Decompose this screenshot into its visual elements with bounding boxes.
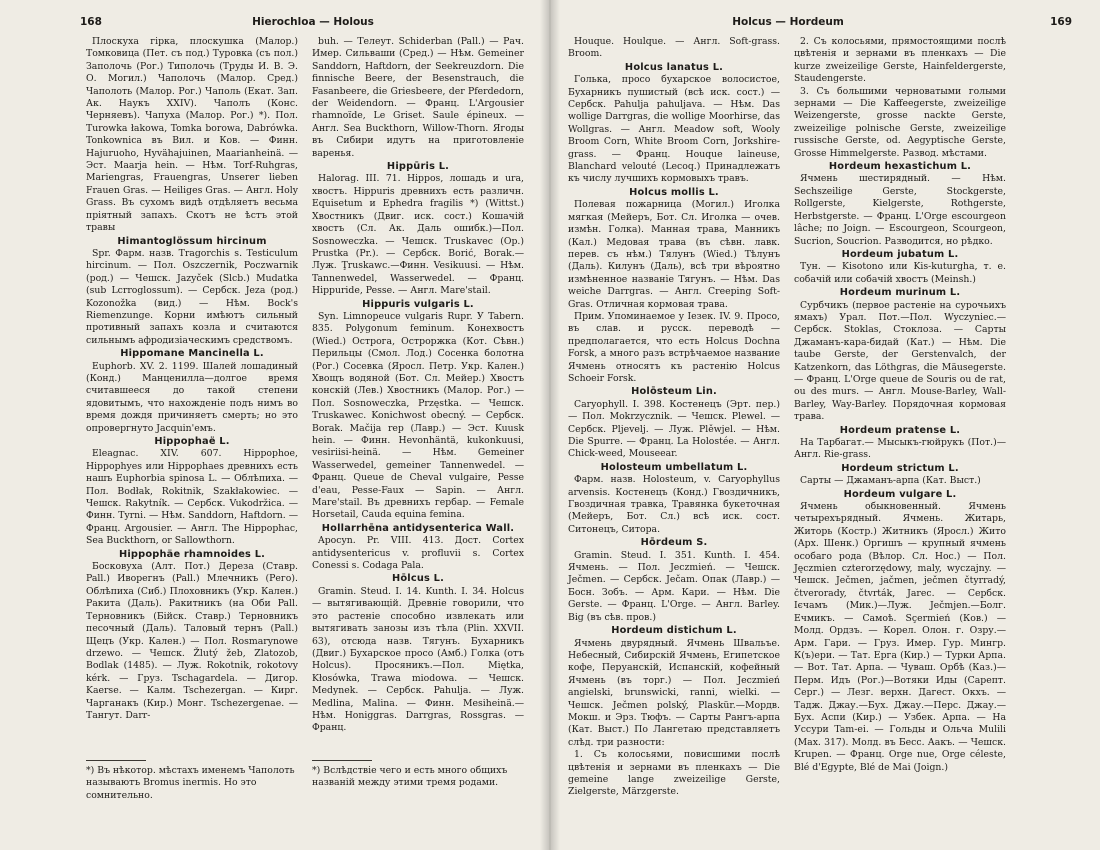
page-number-left: 168 bbox=[80, 16, 102, 28]
right-column-1 bbox=[568, 36, 780, 799]
entry-text: Euphorb. XV. 2. 1199. Шалей лошадиный (Конд.) Манценилла—долгое время считавшееся до такой степени ядовитымъ, что нахожденіе подъ нимъ во время дождя причиняетъ смерть; но это опровергнуто Jacquin'емъ. bbox=[86, 360, 298, 434]
entry-headword: Holcus mollis L. bbox=[629, 186, 719, 198]
entry-text: Gramin. Steud. I. 14. Kunth. I. 34. Holcus — вытягивающій. Древніе говорили, что это растеніе способно извлекать или вытягивать занозы изъ тѣла (Plin. XXVII. 63), отсюда назв. Тягунъ. Бухарникъ (Двиг.) Бухарское просо (Амб.) Голка (отъ Holcus). Просяникъ.—Пол. Miętka, Kłosówka, Trawa miodowa. — Чешск. Medynek. — Сербск. Pahulja. — Луж. Medlina, Malina. — Финн. Mesiheinä.—Нѣм. Honiggras. Darrgras, Rossgras. — Франц. bbox=[312, 585, 524, 734]
left-column-2 bbox=[312, 36, 524, 735]
entry-headword: Hollarrhēna antidysenterica Wall. bbox=[321, 522, 515, 534]
page-number-right: 169 bbox=[1050, 16, 1072, 28]
entry-text: Босковуха (Алт. Пот.) Дереза (Ставр. Pall.) Иворегнъ (Pall.) Млечникъ (Рего). Облѣпиха (Сиб.) Плоховникъ (Укр. Кален.) Ракита (Даль). Ракитникъ (на Оби Pall. Терновникъ (Бійск. Ставр.) Терновникъ песочный (Даль). Таловый тернъ (Pall.) Щецъ (Укр. Кален.) — Пол. Rosmarynowe drzewo. — Чешск. Žlutý žeb, Zlatozob, Bodlak (1485). — Луж. Rokotnik, rokotovy kérk. — Груз. Tschagardela. — Дигор. Kaerse. — Калм. Tschezergan. — Кирг. Чарганакъ (Кир.) Монг. Tschezergenae. — Тангут. Darr- bbox=[86, 561, 298, 721]
book-gutter bbox=[540, 0, 560, 850]
footnote-rule bbox=[86, 760, 146, 761]
entry-headword: Holcus lanatus L. bbox=[624, 61, 724, 73]
entry-text: Фарм. назв. Holosteum, v. Caryophyllus arvensis. Костенецъ (Конд.) Гвоздичникъ, Гвоздичная травка, Травянка букеточная (Мейеръ, Бот. Сл.) всѣ иск. сост. Ситонецъ, Ситора. bbox=[568, 474, 780, 535]
entry-headword: Hōrdeum S. bbox=[640, 537, 708, 549]
footnote-text: *) Вслѣдствіе чего и есть много общихъ названій между этими тремя родами. bbox=[312, 765, 508, 789]
entry-headword: Hordeum vulgare L. bbox=[843, 488, 957, 500]
entry-headword: Hippuris vulgaris L. bbox=[362, 298, 474, 310]
entry-headword: Hippophäe rhamnoides L. bbox=[118, 548, 266, 560]
entry-text: 3. Съ большими черноватыми голыми зернами — Die Kaffeegerste, zweizeilige Weizengerste, grosse nackte Gerste, zweizeilige polnische Gerste, zweizeilige russische Gerste, od. Aegyptische Gerste, Grosse Himmelgerste. Развод. мѣстами. bbox=[794, 85, 1006, 159]
entry-headword: Holōsteum Lin. bbox=[631, 386, 717, 398]
entry-text: Apocyn. Pr. VIII. 413. Дост. Cortex antidysentericus v. profluvii s. Cortex Conessi s. Codaga Pala. bbox=[312, 535, 524, 572]
running-title-left: Hierochloa — Holous bbox=[252, 16, 374, 28]
entry-text: Syn. Limnopeuce vulgaris Rupr. У Tabern. 835. Polygonum feminum. Конехвостъ (Wied.) Острога, Остроржка (Кот. Сѣвн.) Перильцы (Смол. Лод.) Сосенка болотна (Рог.) Сосевка (Яросл. Петр. Укр. Кален.) Хвощъ водяной (Бот. Сл. Мейер.) Хвостъ конскій (Лев.) Хвостникъ (Малор. Рог.) — Пол. Sosnoweczka, Przęstka. — Чешск. Truskawec. Konichwost obecný. — Сербск. Borak. Mačija rep (Лавр.) — Эст. Kuusk hein. — Финн. Hevonhäntä, kukonkuusi, vesiriisi-heinä. — Нѣм. Gemeiner Wasserwedel, gemeiner Tannenwedel. — Франц. Queue de Cheval vulgaire, Pesse d'eau, Pesse-Faux — Sapin. — Англ. Mare'stail. Въ древнихъ гербар. — Female Horsetail, Cauda equina femina. bbox=[312, 310, 524, 521]
entry-text: Плоскуха гірка, плоскушка (Малор.) Томковица (Пет. съ под.) Туровка (съ пол.) Заполочь (Рог.) Типолочь (Труды И. В. Э. О. Могил.) Чаполочь (Малор. Сред.) Чаполоть (Малор. Рог.) Чаполь (Екат. Зап. Ак. Наукъ XXIV). Чаполъ (Конс. Черняевъ). Чапуха (Малор. Рог.) *). Пол. Turowka łakowa, Tomka borowa, Dabrówka. Tonkownica въ Вил. и Ков. — Финн. Hajuruoho, Hyvähajuinen, Maarianheinä. — Эст. Maarja hein. — Нѣм. Torf-Ruhgras, Mariengras, Frauengras, Unserer lieben Frauen Gras. — Heiliges Gras. — Англ. Holy Grass. Въ сухомъ видѣ отдѣляетъ весьма пріятный запахъ. Скотъ не ѣстъ этой травы bbox=[86, 36, 298, 234]
entry-text: На Тарбагат.— Мысыкъ-гюйрукъ (Пот.)—Англ. Rie-grass. bbox=[794, 437, 1006, 461]
running-head-left bbox=[80, 14, 540, 36]
left-column-1 bbox=[86, 36, 298, 735]
entry-text: Сарты — Джаманъ-арпа (Кат. Выст.) bbox=[800, 475, 981, 487]
entry-text: Eleagnac. XIV. 607. Hippophoe, Hippophyes или Hippophaes древнихъ есть нашъ Euphorbia spinosa L. — Облѣпиха. — Пол. Bodłak, Rokitnik, Szakłakowiec. — Чешск. Rakytník. — Сербск. Vukodržica. — Финн. Tyrni. — Нѣм. Sanddorn, Haftdorn. — Франц. Argousier. — Англ. The Hippophac, Sea Buckthorn, or Sallowthorn. bbox=[86, 448, 298, 547]
entry-text: Ячмень двурядный. Ячмень Швальъе. Небесный, Сибирскій Ячмень, Египетское кофе, Перуанскій, Испанскій, кофейный Ячмень (въ торг.) — Пол. Jeczmień angielski, brunswicki, ranni, wielki. — Чешск. Ječmen polský, Plaskür.—Мордв. Мокш. и Эрз. Тюфъ. — Сарты Рангъ-арпа (Кат. Выст.) По Лангетаю представляетъ слѣд. три разности: bbox=[568, 637, 780, 748]
entry-text: Gramin. Steud. I. 351. Kunth. I. 454. Ячмень. — Пол. Jeczmień. — Чешск. Ječmen. — Сербск. Ječam. Опак (Лавр.) — Босн. Зобъ. — Арм. Кари. — Нѣм. Die Gerste. — Франц. L'Orge. — Англ. Barley. Big (въ сѣв. пров.) bbox=[568, 549, 780, 623]
entry-text: Spr. Фарм. назв. Tragorchis s. Testiculum hircinum. — Пол. Oszczernik, Poczwarnik (род.) — Чешск. Jazyček (Slcb.) Mudatka (sub Lcrroglossum). — Сербск. Jeza (род.) Kozonožka (вид.) — Нѣм. Bock's Riemenzunge. Корни имѣютъ сильный противный запахъ козла и считаются сильнымъ афродизіаческимъ средствомъ. bbox=[86, 247, 298, 346]
entry-headword: Hordeum hexastichum L. bbox=[828, 161, 972, 173]
right-column-2 bbox=[794, 36, 1006, 799]
entry-text: Ячмень обыкновенный. Ячмень четырехърядный. Ячмень. Житарь, Житорь (Костр.) Житникъ (Яросл.) Жито (Арх. Шенк.) Оргишъ — крупный ячмень особаго рода (Вѣлор. Сл. Нос.) — Пол. Jęczmien czterorzędowy, maly, wyczajny. — Чешск. Ječmen, jačmen, ječmen čtyrradý, čtverorady, čtvrták, Jarec. — Сербск. Ієчамъ (Мик.)—Луж. Ječmjen.—Болг. Ечмикъ. — Самоѣ. Sçermień (Ков.) — Молд. Ордзъ. — Корел. Олон. г. Озру.—Арм. Гари. — Груз. Имер. Гур. Мингр. К(ъ)ери. — Тат. Ерга (Кир.) — Турки Арпа. — Вот. Тат. Арпа. — Чуваш. Орбѣ (Каз.)—Перм. Идъ (Рог.)—Вотяки Иды (Сарепт. Серг.) — Лезг. верхн. Дагест. Окхъ. — Тадж. Джау.—Бух. Джау.—Перс. Джау.—Бух. Аспи (Кир.) — Узбек. Арпа. — На Уссури Tam-ei. — Гольды и Ольча Mulili (Max. 317). Молд. въ Бесс. Аакъ. — Чешск. Krupen. — Франц. Orge nue, Orge céleste, Blé d'Egypte, Blé de Mai (Joign.) bbox=[794, 501, 1006, 773]
entry-headword: Hordeum murinum L. bbox=[839, 287, 961, 299]
entry-headword: Hippūris L. bbox=[386, 161, 450, 173]
entry-headword: Hordeum jubatum L. bbox=[841, 248, 959, 260]
footnote-rule bbox=[312, 760, 372, 761]
right-page bbox=[550, 0, 1100, 850]
entry-headword: Hōlcus L. bbox=[391, 573, 445, 585]
entry-headword: Hordeum strictum L. bbox=[841, 462, 959, 474]
entry-text: Houque. Houlque. — Англ. Soft-grass. Broom. bbox=[568, 36, 780, 60]
running-title-right: Holcus — Hordeum bbox=[732, 16, 844, 28]
footnote bbox=[86, 760, 298, 802]
entry-text: buh. — Телеут. Schiderban (Pall.) — Рач. Имер. Сильваши (Сред.) — Нѣм. Gemeiner Sanddorn, Haftdorn, der Seekreuzdorn. Die finnische Beere, der Besenstrauch, die Fasanbeere, die Griesbeere, der Pferdedorn, der Weidendorn. — Франц. L'Argousier rhamnoïde, Le Griset. Saule épineux. — Англ. Sea Buckthorn, Willow-Thorn. Ягоды въ Сибири идутъ на приготовленіе варенья. bbox=[312, 36, 524, 159]
footnote-text: *) Въ нѣкотор. мѣстахъ именемъ Чаполоть называютъ Bromus inermis. Но это сомнительно. bbox=[86, 765, 295, 801]
entry-text: Тун. — Kisotono или Kis-kuturgha, т. е. собачій или собачій хвостъ (Meinsh.) bbox=[794, 261, 1006, 285]
entry-text: Голька, просо бухарское волосистое, Бухарникъ пушистый (всѣ иск. сост.) — Сербск. Pahulja pahuljava. — Нѣм. Das wollige Darrgras, die wollige Moorhirse, das Wollgras. — Англ. Meadow soft, Wooly Broom Corn, White Broom Corn, Jorkshire-grass. — Франц. Houque laineuse, Blanchard velouté (Lecoq.) Принадлежатъ къ числу лучшихъ кормовыхъ травъ. bbox=[568, 74, 780, 185]
footnote bbox=[312, 760, 524, 802]
running-head-right bbox=[568, 14, 1072, 36]
entry-headword: Hordeum pratense L. bbox=[839, 424, 961, 436]
entry-text: Ячмень шестирядный. — Нѣм. Sechszeilige Gerste, Stockgerste, Rollgerste, Kielgerste, Rothgerste, Herbstgerste. — Франц. L'Orge escourgeon lâche; по Joign. — Escourgeon, Scourgeon, Sucrion, Soucrion. Разводится, но рѣдко. bbox=[794, 173, 1006, 247]
entry-text: Сурбчикъ (первое растеніе на сурочьихъ ямахъ) Урал. Пот.—Пол. Wyczyniec.—Сербск. Stoklas, Стоклоза. — Сарты Джаманъ-кара-бидай (Кат.) — Нѣм. Die taube Gerste, der Gerstenvalch, der Katzenkorn, das Löthgras, die Mäusegerste. — Франц. L'Orge queue de Souris ou de rat, ou des murs. — Англ. Mouse-Barley, Wall-Barley, Way-Barley. Порядочная кормовая трава. bbox=[794, 299, 1006, 423]
entry-text: Halorag. III. 71. Hippos, лошадь и ura, хвостъ. Hippuris древнихъ есть различн. Equisetum и Ephedra fragilis *) (Wittst.) Хвостникъ (Двиг. иск. сост.) Кошачій хвостъ (Сл. Ак. Даль ошибк.)—Пол. Sosnoweczka. — Чешск. Truskavec (Op.) Prustka (Pr.). — Сербск. Borić, Borak.—Луж. Ţruskawc.—Финн. Vesikuusi. — Нѣм. Tannenwedel, Wasserwedel. — Франц. Hippuride, Pesse. — Англ. Mare'stail. bbox=[312, 173, 524, 297]
entry-text: 1. Съ колосьями, повисшими послѣ цвѣтенія и зернами въ пленкахъ — Die gemeine lange zweizeilige Gerste, Zielgerste, Märzgerste. bbox=[568, 749, 780, 798]
entry-text: Caryophyll. I. 398. Костенецъ (Эрт. пер.) — Пол. Mokrzycznik. — Чешск. Plewel. — Сербск. Pljevelj. — Луж. Plěwjel. — Нѣм. Die Spurre. — Франц. La Holostée. — Англ. Chick-weed, Mouseear. bbox=[568, 398, 780, 460]
entry-headword: Holosteum umbellatum L. bbox=[600, 461, 748, 473]
entry-headword: Hordeum distichum L. bbox=[611, 625, 737, 637]
footnotes-left bbox=[86, 760, 540, 802]
entry-headword: Himantoglössum hircinum bbox=[117, 235, 267, 247]
entry-headword: Hippomane Mancinella L. bbox=[120, 348, 264, 360]
entry-text: Прим. Упоминаемое у Iезек. IV. 9. Просо, въ слав. и русск. переводѣ — предполагается, что есть Holcus Dochna Forsk, а много разъ встрѣчаемое название Ячмень относятъ къ растенію Holcus Schoeir Forsk. bbox=[568, 310, 780, 384]
entry-text: 2. Съ колосьями, прямостоящими послѣ цвѣтенія и зернами въ пленкахъ — Die kurze zweizeilige Gerste, Hainfeldergerste, Staudengerste. bbox=[794, 36, 1006, 85]
entry-headword: Hippophaë L. bbox=[154, 436, 230, 447]
entry-text: Полевая пожарница (Могил.) Иголка мягкая (Мейеръ, Бот. Сл. Иголка — очев. измѣн. Голка). Манная трава, Манникъ (Кал.) Медовая трава (въ сѣвн. лавк. перев. съ нѣм.) Тялунъ (Wied.) Тѣлунъ (Даль). Килунъ (Даль), всѣ три вѣроятно измѣненное названіе Тягунъ. — Нѣм. Das weiche Darrgras. — Англ. Creeping Soft-Gras. Отличная кормовая трава. bbox=[568, 199, 780, 310]
